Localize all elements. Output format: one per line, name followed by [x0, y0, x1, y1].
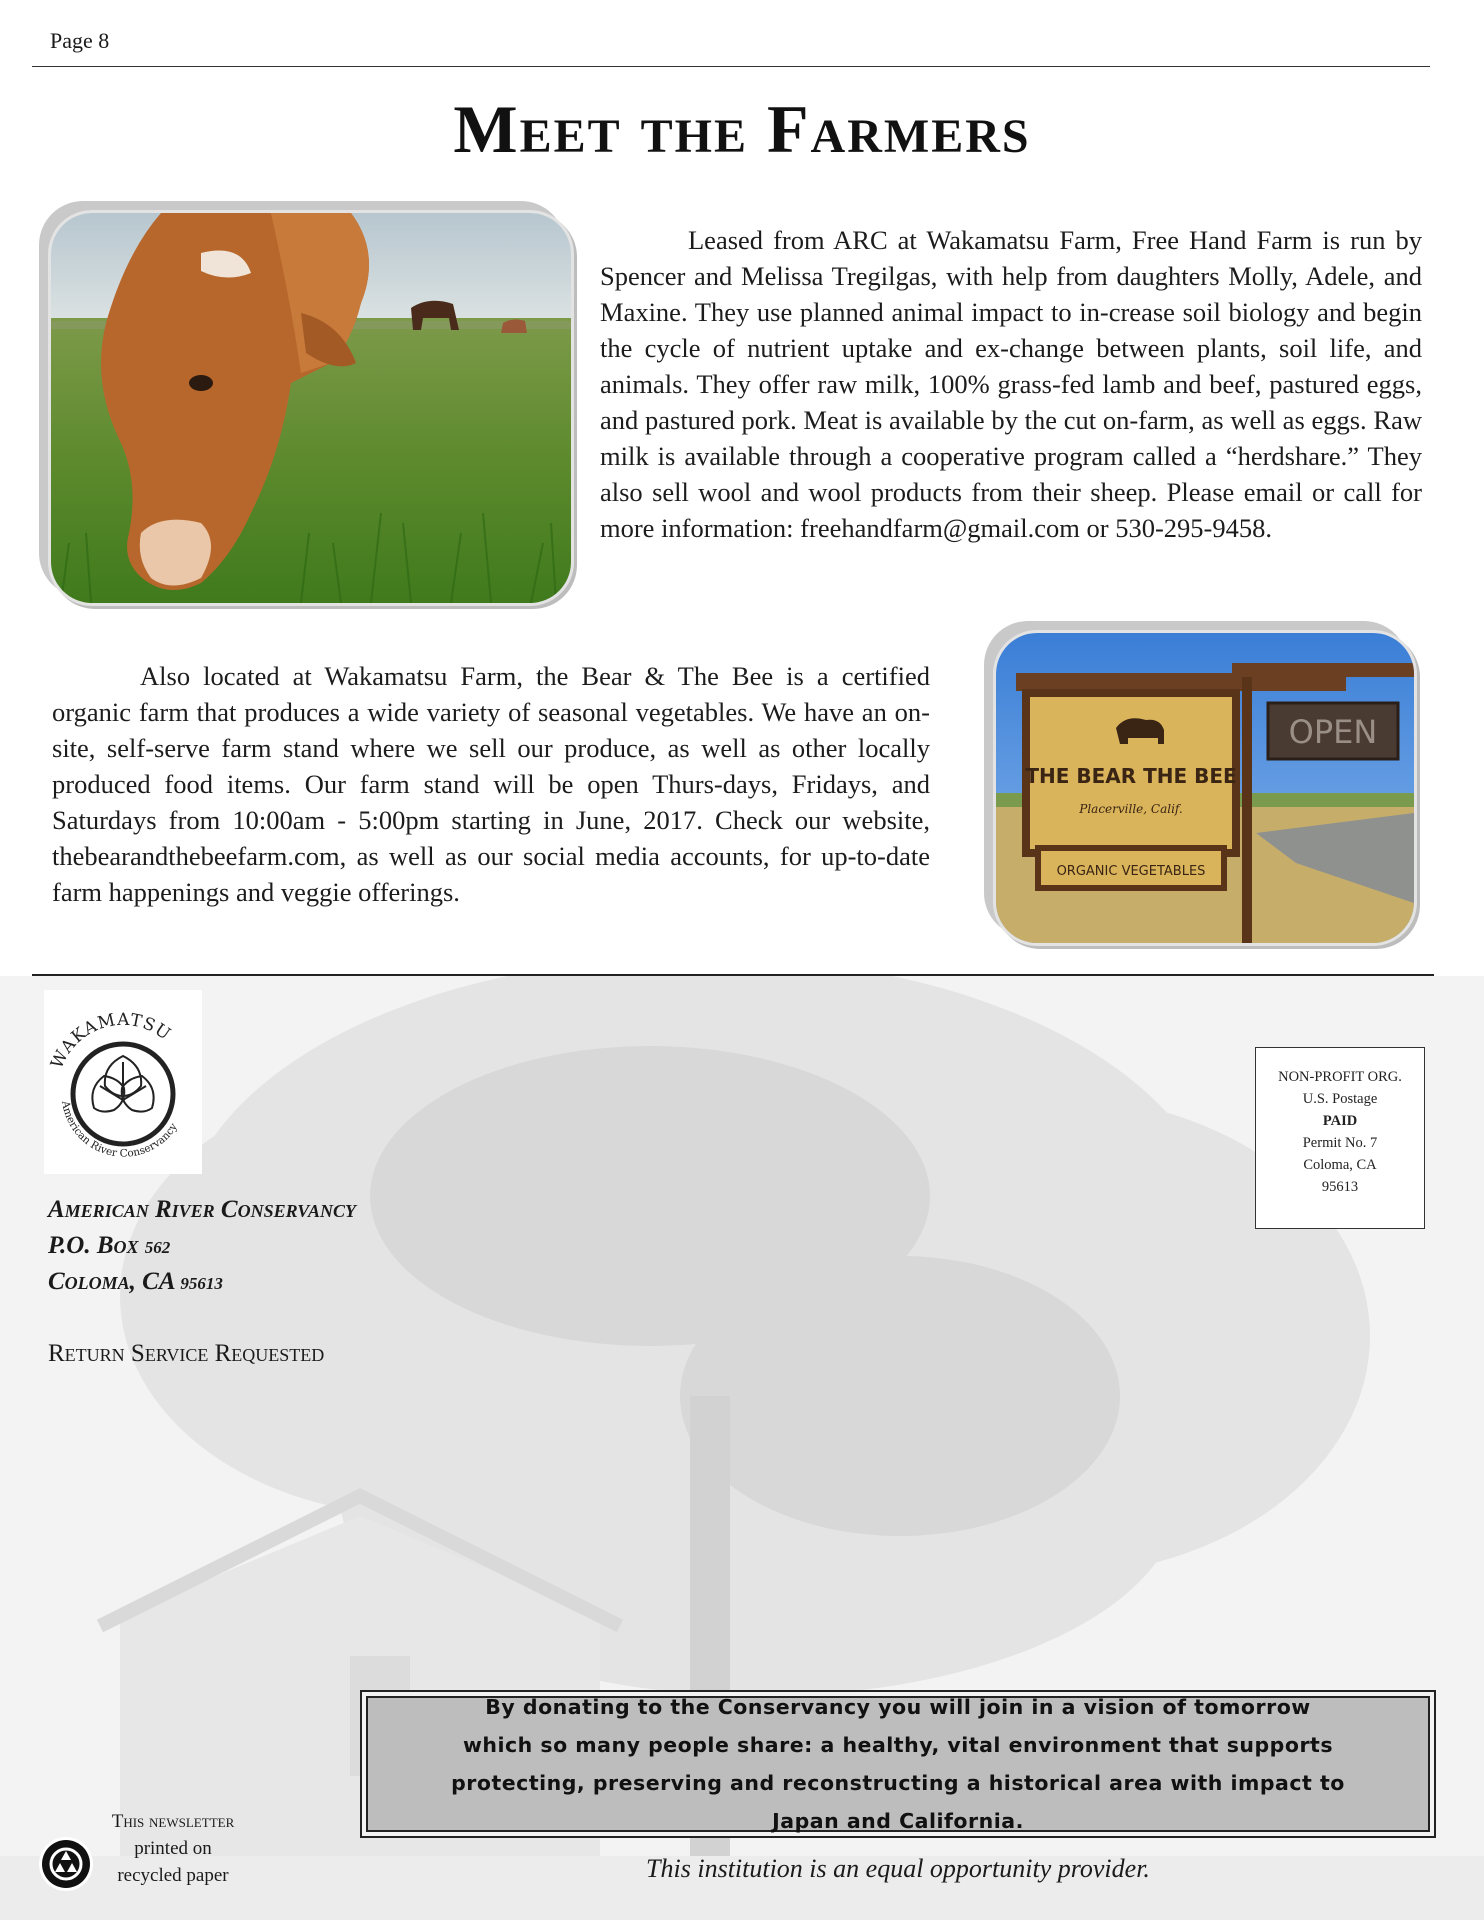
recycle-icon: [38, 1836, 94, 1892]
sign-open-text: OPEN: [1288, 713, 1378, 751]
po-box-number: 562: [144, 1238, 171, 1257]
wakamatsu-logo: [44, 990, 202, 1174]
bear-and-bee-article: Also located at Wakamatsu Farm, the Bear & The Bee is a certified organic farm that produces a wide variety of seasonal vegetables. We have an on-site, self-serve farm stand where we sell our produce, as well as other locally produced food items. Our farm stand will be open Thurs-days, Fridays, and Saturdays from 10:00am - 5:00pm starting in June, 2017. Check our website, thebearandthebeefarm.com, as well as our social media accounts, for up-to-date farm happenings and veggie offerings.: [52, 661, 930, 907]
sign-photo-frame: [993, 630, 1417, 946]
return-service-requested: Return Service Requested: [48, 1340, 325, 1367]
sign-town-text: Placerville, Calif.: [1079, 802, 1183, 816]
page-number: Page 8: [50, 28, 110, 53]
donation-box: [360, 1690, 1436, 1838]
equal-opportunity-statement: This institution is an equal opportunity provider.: [646, 1854, 1150, 1883]
city-line: [48, 1268, 223, 1296]
postage-indicia: [1255, 1047, 1425, 1229]
recycled-line-2: printed on: [134, 1838, 212, 1859]
postage-paid: PAID: [1322, 1113, 1358, 1129]
po-box-label: P.O. Box: [48, 1232, 139, 1259]
donation-text: By donating to the Conservancy you will join in a vision of tomorrow which so many people share: a healthy, vital environment that supports protecting, preserving and reconstructing a historical area with impact to Japan and California.: [366, 1696, 1430, 1832]
zip-code: 95613: [180, 1274, 223, 1293]
cow-photo-frame: [48, 210, 574, 606]
bear-and-bee-farm-sign-photo: [996, 633, 1414, 943]
grazing-cow-photo: [51, 213, 571, 603]
po-box: [48, 1232, 170, 1260]
org-name: American River Conservancy: [48, 1196, 356, 1223]
recycled-line-3: recycled paper: [117, 1865, 229, 1886]
free-hand-farm-article: Leased from ARC at Wakamatsu Farm, Free Hand Farm is run by Spencer and Melissa Tregilgas, with help from daughters Molly, Adele, and Maxine. They use planned animal impact to in-crease soil biology and begin the cycle of nutrient uptake and ex-change between plants, soil life, and animals. They offer raw milk, 100% grass-fed lamb and beef, pastured eggs, and pastured pork. Meat is available by the cut on-farm, as well as eggs. Raw milk is available through a cooperative program called a “herdshare.” They also sell wool and wool products from their sheep. Please email or call for more information: freehandfarm@gmail.com or 530-295-9458.: [600, 225, 1422, 543]
recycled-line-1: This newsletter: [111, 1811, 235, 1832]
sign-sub-text: ORGANIC VEGETABLES: [1056, 864, 1206, 879]
svg-text:WAKAMATSU: [47, 1010, 175, 1072]
header-divider: [32, 66, 1430, 67]
sign-main-text: THE BEAR THE BEE: [1025, 764, 1237, 788]
recycled-paper-note: [92, 1808, 254, 1889]
wakamatsu-crest-icon: [44, 990, 202, 1174]
logo-top-text: WAKAMATSU: [47, 1009, 175, 1072]
postage-zip: 95613: [1321, 1179, 1359, 1195]
postage-city: Coloma, CA: [1303, 1157, 1377, 1173]
city: Coloma, CA: [48, 1268, 175, 1295]
logo-bottom-text: American River Conservancy: [59, 1099, 180, 1160]
postage-permit: Permit No. 7: [1302, 1135, 1378, 1151]
postage-line-1: NON-PROFIT ORG.: [1278, 1069, 1402, 1085]
page-title: Meet the Farmers: [453, 91, 1031, 167]
postage-line-2: U.S. Postage: [1302, 1091, 1378, 1107]
